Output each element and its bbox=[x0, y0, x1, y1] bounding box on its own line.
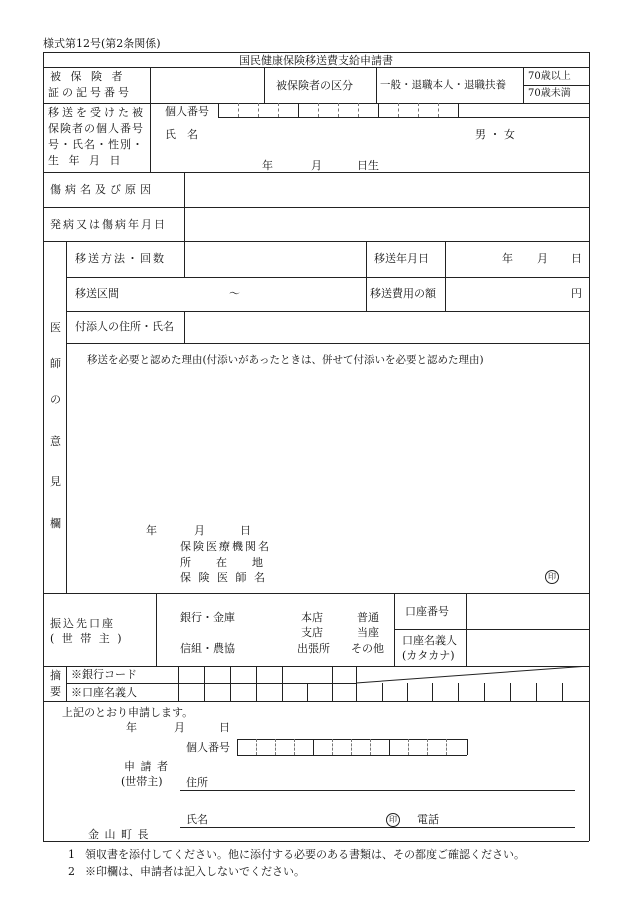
application-statement: 上記のとおり申請します。 bbox=[62, 706, 194, 719]
applicant-my-number-label: 個人番号 bbox=[186, 741, 230, 754]
reason-label: 移送を必要と認めた理由(付添いがあったときは、併せて付添いを必要と認めた理由) bbox=[87, 354, 484, 366]
transport-method-label: 移送方法・回数 bbox=[75, 252, 166, 265]
insured-id-label-1: 被 保 険 者 bbox=[50, 70, 126, 83]
patient-label-2: 保険者の個人番号 bbox=[48, 122, 144, 135]
account-holder-label-1: 口座名義人 bbox=[402, 634, 457, 647]
branch-shutchojo: 出張所 bbox=[297, 642, 330, 655]
application-month: 月 bbox=[174, 721, 185, 734]
onset-label: 発病又は傷病年月日 bbox=[50, 218, 167, 231]
attendant-label: 付添人の住所・氏名 bbox=[75, 320, 174, 333]
account-number-label: 口座番号 bbox=[405, 605, 449, 618]
application-year: 年 bbox=[126, 721, 137, 734]
transport-date-day: 日 bbox=[571, 252, 582, 265]
applicant-name-label: 氏名 bbox=[186, 813, 208, 826]
branch-honten: 本店 bbox=[301, 611, 323, 624]
account-futsu: 普通 bbox=[357, 611, 379, 624]
patient-name-label: 氏 名 bbox=[165, 128, 198, 141]
note-1-text: 領収書を添付してください。他に添付する必要のある書類は、その都度ご確認ください。 bbox=[85, 848, 525, 861]
doctor-side-5: 見 bbox=[50, 475, 61, 488]
summary-bank-code: ※銀行コード bbox=[71, 668, 137, 681]
account-sonota: その他 bbox=[351, 642, 384, 655]
age-under-70: 70歳未満 bbox=[528, 88, 571, 99]
summary-diagonal bbox=[356, 666, 589, 684]
dob-year: 年 bbox=[262, 159, 273, 172]
transport-section-tilde: ～ bbox=[229, 287, 240, 300]
bank-label-1: 振込先口座 bbox=[50, 617, 115, 630]
doctor-side-4: 意 bbox=[50, 435, 61, 448]
note-1-number: 1 bbox=[68, 848, 75, 861]
doctor-name-label: 保 険 医 師 名 bbox=[180, 571, 267, 584]
recipient: 金 山 町 長 bbox=[88, 828, 150, 841]
patient-label-3: 号・氏名・性別・ bbox=[48, 138, 144, 151]
applicant-label-2: (世帯主) bbox=[121, 775, 163, 788]
bank-shinkumi: 信組・農協 bbox=[180, 642, 235, 655]
applicant-label-1: 申 請 者 bbox=[124, 760, 169, 773]
transport-cost-yen: 円 bbox=[571, 287, 582, 300]
insured-id-label-2: 証の記号番号 bbox=[48, 86, 132, 99]
insured-category-options: 一般・退職本人・退職扶養 bbox=[380, 79, 506, 91]
dob-day: 日生 bbox=[357, 159, 379, 172]
account-toza: 当座 bbox=[357, 626, 379, 639]
age-over-70: 70歳以上 bbox=[528, 71, 571, 82]
form-number: 様式第12号(第2条関係) bbox=[43, 37, 161, 50]
patient-label-4: 生 年 月 日 bbox=[48, 154, 124, 167]
note-2-text: ※印欄は、申請者は記入しないでください。 bbox=[85, 865, 305, 878]
injury-label: 傷病名及び原因 bbox=[50, 183, 155, 196]
doctor-side-2: 師 bbox=[50, 357, 61, 370]
cert-year: 年 bbox=[146, 524, 157, 537]
summary-holder-name: ※口座名義人 bbox=[71, 686, 137, 699]
account-holder-label-2: (カタカナ) bbox=[402, 649, 455, 662]
application-day: 日 bbox=[219, 721, 230, 734]
transport-date-year: 年 bbox=[502, 252, 513, 265]
doctor-seal-icon: 印 bbox=[545, 570, 559, 584]
cert-month: 月 bbox=[194, 524, 205, 537]
bank-label-2: ( 世 帯 主 ) bbox=[50, 632, 124, 645]
transport-date-month: 月 bbox=[537, 252, 548, 265]
transport-section-label: 移送区間 bbox=[75, 287, 119, 300]
bank-kinko: 銀行・金庫 bbox=[180, 611, 235, 624]
doctor-side-1: 医 bbox=[50, 321, 61, 334]
applicant-seal-icon: 印 bbox=[386, 813, 400, 827]
institution-label: 保険医療機関名 bbox=[180, 540, 271, 553]
patient-my-number-label: 個人番号 bbox=[165, 105, 209, 118]
dob-month: 月 bbox=[311, 159, 322, 172]
form-title: 国民健康保険移送費支給申請書 bbox=[239, 54, 393, 67]
cert-day: 日 bbox=[240, 524, 251, 537]
patient-gender: 男 ・ 女 bbox=[475, 128, 515, 141]
applicant-phone-label: 電話 bbox=[417, 813, 439, 826]
summary-label-1: 摘 bbox=[50, 669, 61, 682]
transport-cost-label: 移送費用の額 bbox=[370, 287, 436, 300]
transport-date-label: 移送年月日 bbox=[374, 252, 429, 265]
patient-label-1: 移送を受けた被 bbox=[48, 106, 146, 119]
insured-category-label: 被保険者の区分 bbox=[276, 79, 353, 92]
location-label: 所 在 地 bbox=[180, 556, 264, 569]
doctor-side-6: 欄 bbox=[50, 517, 61, 530]
summary-label-2: 要 bbox=[50, 685, 61, 698]
branch-shiten: 支店 bbox=[301, 626, 323, 639]
applicant-address-label: 住所 bbox=[186, 776, 208, 789]
doctor-side-3: の bbox=[50, 393, 61, 406]
note-2-number: 2 bbox=[68, 865, 75, 878]
